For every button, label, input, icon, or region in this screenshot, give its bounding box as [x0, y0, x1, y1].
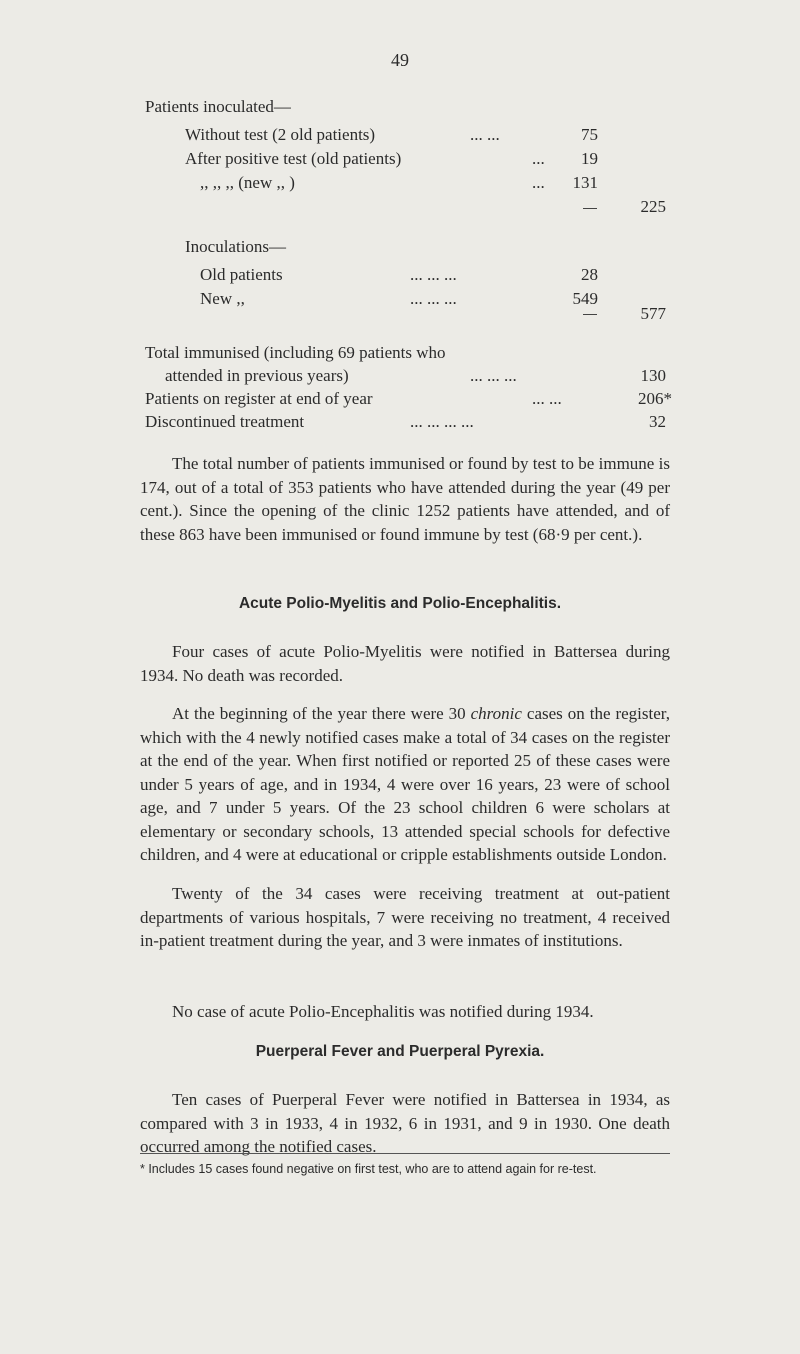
treatment-paragraph: Twenty of the 34 cases were receiving treatment at out-patient departments of various hospitals, 7 were receiving no treatment, 4 received in-patient treatment during the year, and 3 were inmates of institutions. — [140, 884, 670, 950]
chronic-cases-paragraph — [140, 702, 670, 867]
subtotal-1-value: 225 — [640, 197, 666, 216]
on-register-label: Patients on register at end of year — [145, 389, 373, 408]
discontinued-dots: ... ... ... ... — [410, 412, 474, 431]
without-test-dots: ... ... — [470, 125, 500, 144]
subtotal-dash — [583, 314, 597, 315]
new-patients-label: ,, ,, ,, (new ,, ) — [200, 173, 295, 192]
patients-inoculated-heading: Patients inoculated— — [145, 97, 291, 116]
old-patients-label: Old patients — [200, 265, 283, 284]
new-value: 549 — [572, 289, 598, 308]
chronic-cases-text-start: At the beginning of the year there were 30 — [172, 704, 471, 723]
discontinued-label: Discontinued treatment — [145, 412, 305, 431]
without-test-value: 75 — [581, 125, 598, 144]
old-patients-dots: ... ... ... — [410, 265, 457, 284]
chronic-cases-text-end: cases on the register, which with the 4 newly notified cases make a total of 34 cases on the register at the end of the year. When first notified or reported 25 of these cases were under 5 years of age, and in 1934, 4 were over 16 years, 23 were of school age, and 7 under 5 years. Of the 23 school children 6 were scholars at elementary or secondary schools, 13 attended special schools for defective children, and 4 were at educational or cripple establishments outside London. — [140, 704, 670, 864]
after-positive-value: 19 — [581, 149, 598, 168]
inoculations-heading: Inoculations— — [185, 237, 287, 256]
page-number: 49 — [391, 50, 409, 70]
chronic-emphasis: chronic — [470, 704, 522, 723]
on-register-value: 206* — [638, 389, 672, 408]
on-register-dots: ... ... — [532, 389, 562, 408]
subtotal-2-value: 577 — [640, 304, 666, 323]
subtotal-dash — [583, 208, 597, 209]
footnote: * Includes 15 cases found negative on first test, who are to attend again for re-test. — [140, 1162, 597, 1176]
old-patients-value: 28 — [581, 265, 598, 284]
footnote-rule — [140, 1153, 670, 1154]
total-immunised-dots: ... ... ... — [470, 366, 517, 385]
polio-section-heading: Acute Polio-Myelitis and Polio-Encephalitis. — [238, 595, 562, 612]
puerperal-paragraph: Ten cases of Puerperal Fever were notified in Battersea in 1934, as compared with 3 in 1933, 4 in 1932, 6 in 1931, and 9 in 1930. One death occurred among the notified cases. — [140, 1090, 670, 1156]
discontinued-value: 32 — [649, 412, 666, 431]
encephalitis-paragraph: No case of acute Polio-Encephalitis was notified during 1934. — [172, 1002, 594, 1021]
total-immunised-value: 130 — [640, 366, 666, 385]
polio-cases-paragraph: Four cases of acute Polio-Myelitis were notified in Battersea during 1934. No death was recorded. — [140, 642, 670, 685]
after-positive-label: After positive test (old patients) — [185, 149, 402, 168]
total-immunised-line1: Total immunised (including 69 patients who — [145, 343, 446, 362]
after-positive-dots: ... — [532, 149, 545, 168]
total-immunised-line2: attended in previous years) — [165, 366, 349, 385]
new-label: New ,, — [200, 289, 245, 308]
new-patients-dots: ... — [532, 173, 545, 192]
without-test-label: Without test (2 old patients) — [185, 125, 376, 144]
puerperal-section-heading: Puerperal Fever and Puerperal Pyrexia. — [255, 1043, 545, 1060]
new-patients-value: 131 — [572, 173, 598, 192]
new-dots: ... ... ... — [410, 289, 457, 308]
immunisation-summary-paragraph: The total number of patients immunised or found by test to be immune is 174, out of a total of 353 patients who have attended during the year (49 per cent.). Since the opening of the clinic 1252 patients have attended, and of these 863 have been immunised or found immune by test (68·9 per cent.). — [140, 454, 670, 544]
